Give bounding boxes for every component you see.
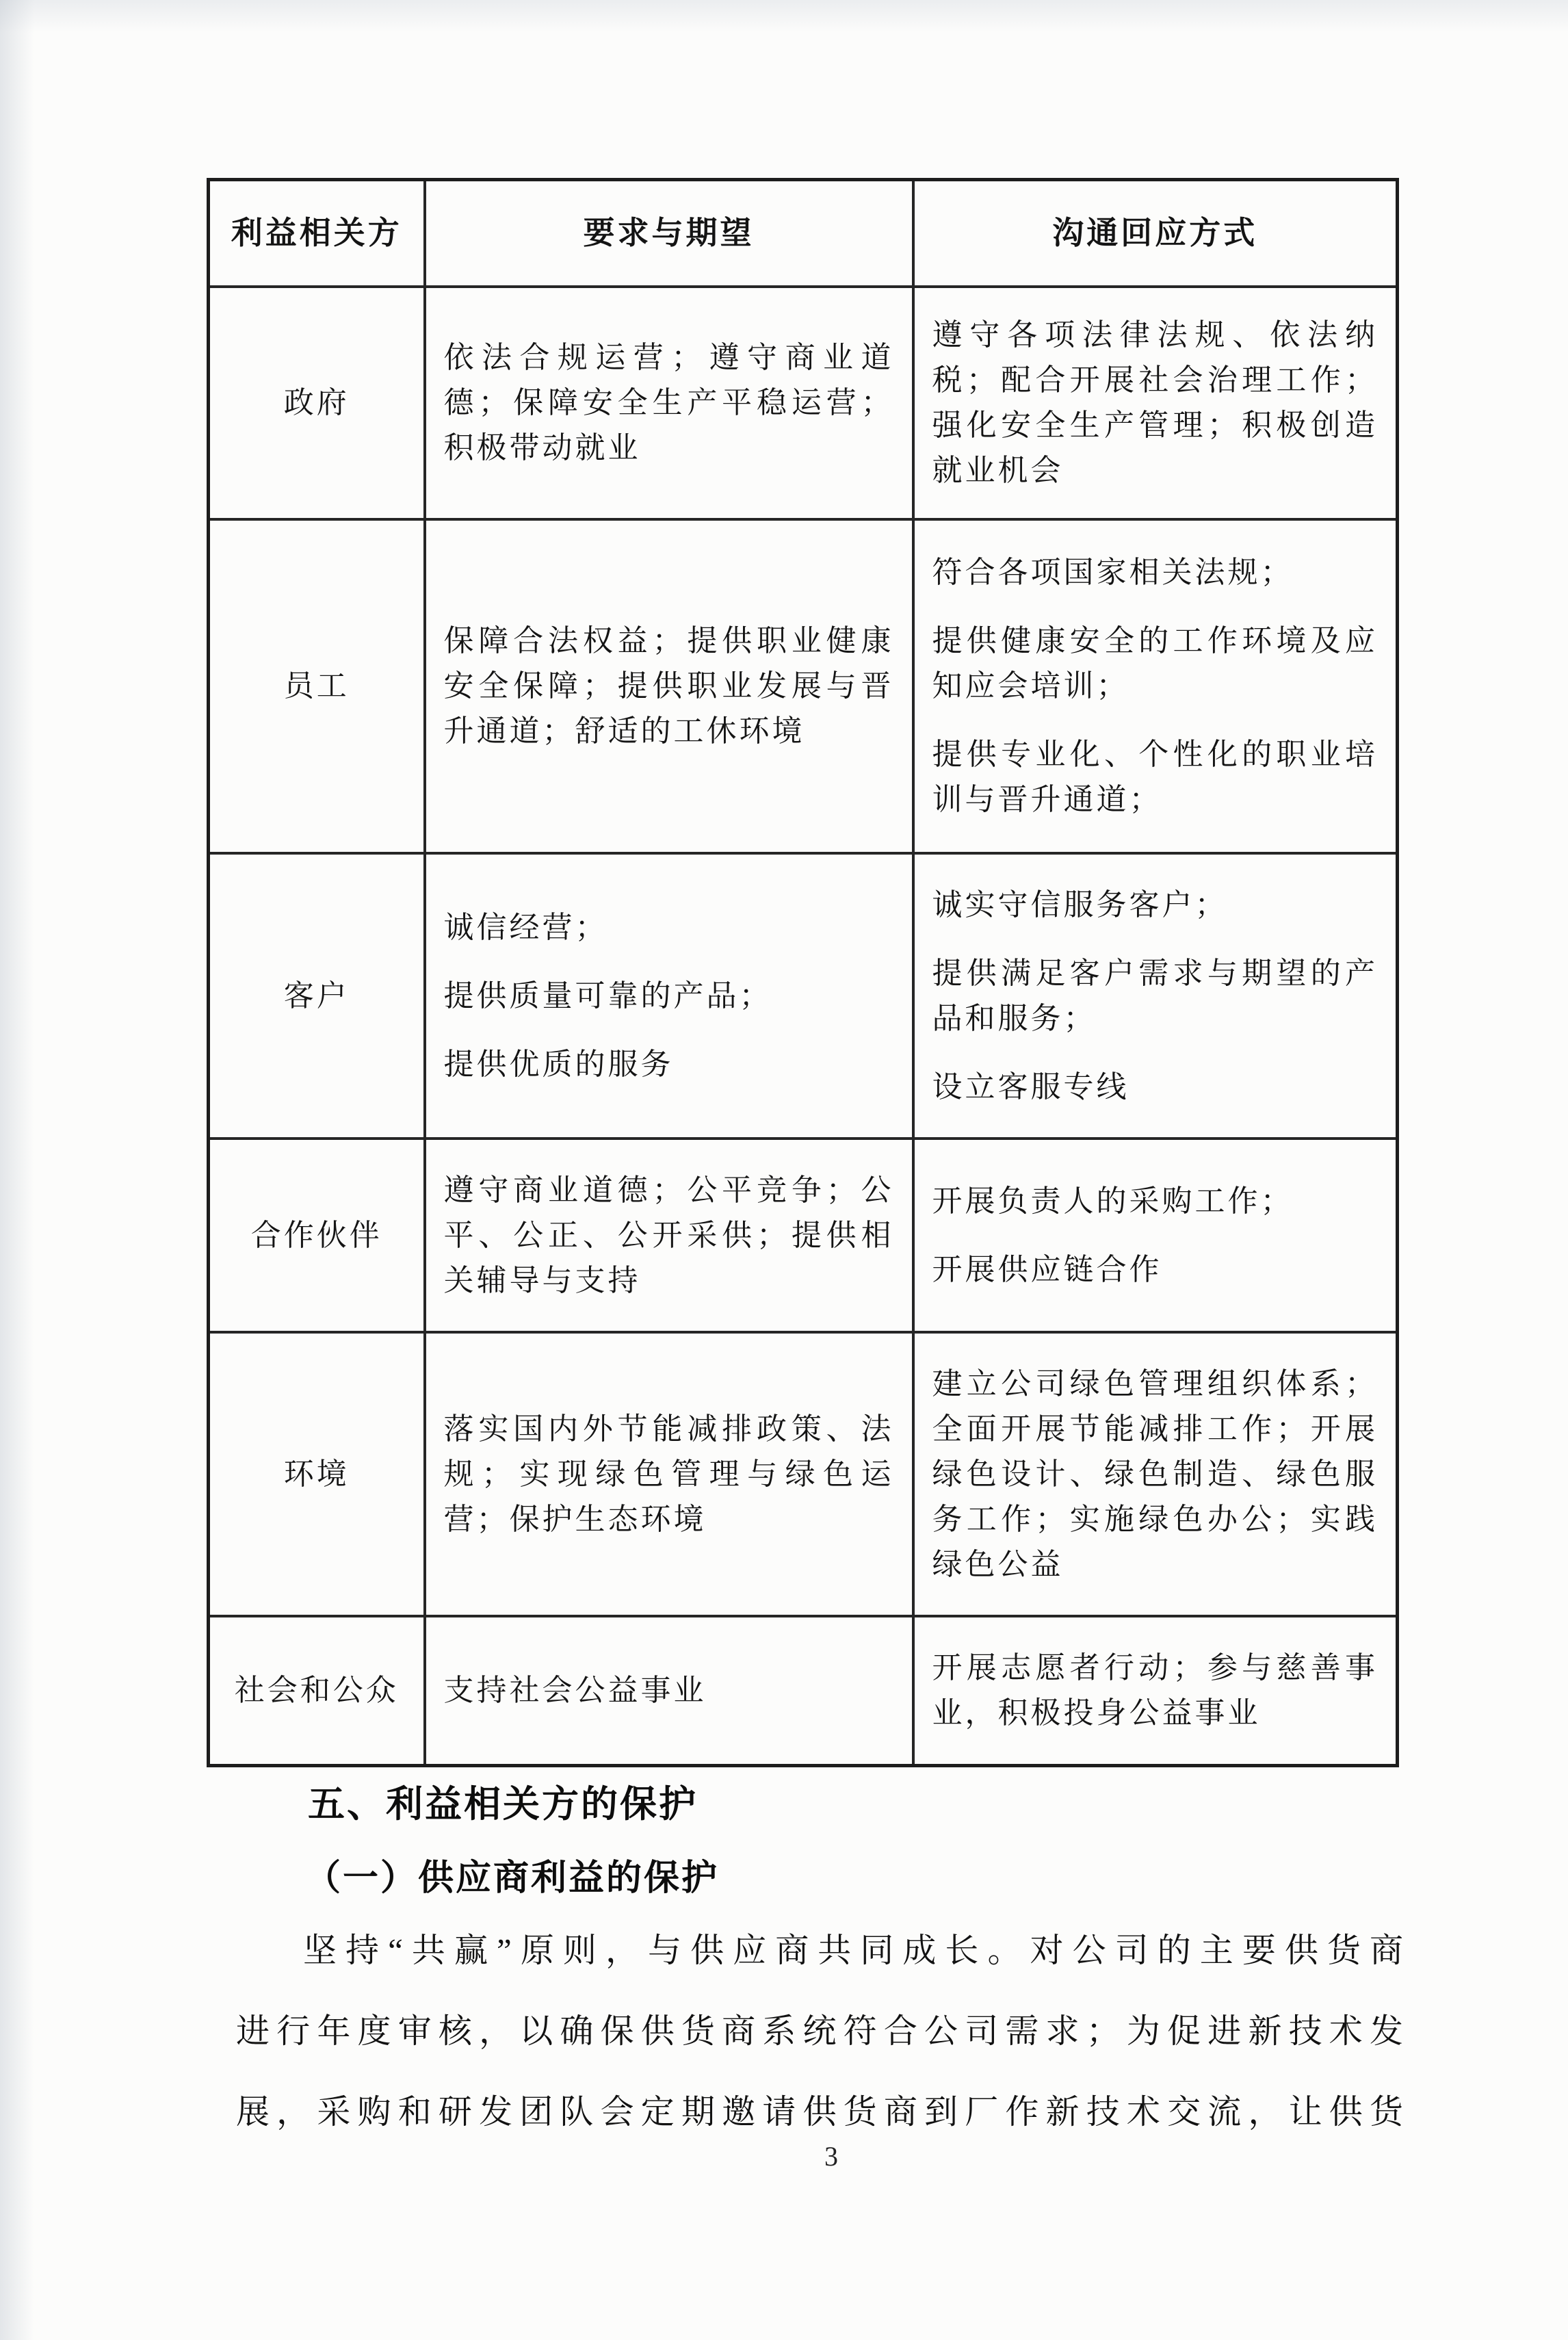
- cell-paragraph: 符合各项国家相关法规；: [932, 556, 1294, 589]
- paragraph-line: 进行年度审核，以确保供货商系统符合公司需求；为促进新技术发: [236, 2012, 1403, 2050]
- table-row-employees: [209, 519, 1398, 853]
- expectations-cell: [425, 1616, 913, 1765]
- cell-paragraph: 支持社会公益事业: [443, 1673, 707, 1707]
- cell-paragraph: 建立公司绿色管理组织体系；全面开展节能减排工作；开展绿色设计、绿色制造、绿色服务工作；实施绿色办公；实践绿色公益: [932, 1366, 1378, 1581]
- cell-paragraph: 保障合法权益；提供职业健康安全保障；提供职业发展与晋升通道；舒适的工休环境: [443, 624, 894, 748]
- paragraph-line: 坚持“共赢”原则，与供应商共同成长。对公司的主要供货商: [303, 1932, 1403, 1969]
- response-cell: [913, 287, 1398, 519]
- stakeholder-cell: 合作伙伴: [209, 1139, 425, 1332]
- table-row-partners: [209, 1139, 1398, 1332]
- paragraph-line: 展，采购和研发团队会定期邀请供货商到厂作新技术交流，让供货: [236, 2093, 1403, 2131]
- cell-paragraph: 提供满足客户需求与期望的产品和服务；: [932, 956, 1378, 1035]
- expectations-cell: [425, 519, 913, 853]
- cell-paragraph: 诚实守信服务客户；: [932, 887, 1228, 922]
- cell-paragraph: 诚信经营；: [443, 910, 608, 944]
- stakeholder-cell: 政府: [209, 287, 425, 519]
- stakeholder-cell: 环境: [209, 1332, 425, 1616]
- expectations-cell: [425, 853, 913, 1139]
- response-cell: [913, 1616, 1398, 1765]
- cell-paragraph: 遵守商业道德；公平竞争；公平、公正、公开采供；提供相关辅导与支持: [443, 1173, 894, 1297]
- response-cell: [913, 1139, 1398, 1332]
- header-cell-response: 沟通回应方式: [913, 180, 1398, 287]
- table-row-society-public: [209, 1616, 1398, 1765]
- cell-paragraph: 提供健康安全的工作环境及应知应会培训；: [932, 624, 1378, 703]
- expectations-cell: [425, 287, 913, 519]
- cell-paragraph: 提供专业化、个性化的职业培训与晋升通道；: [932, 738, 1378, 816]
- expectations-cell: [425, 1332, 913, 1616]
- cell-paragraph: 开展负责人的采购工作；: [932, 1184, 1294, 1218]
- cell-paragraph: 提供优质的服务: [443, 1047, 674, 1081]
- table-row-environment: [209, 1332, 1398, 1616]
- stakeholder-cell: 客户: [209, 853, 425, 1139]
- cell-paragraph: 设立客服专线: [932, 1069, 1129, 1104]
- cell-paragraph: 开展志愿者行动；参与慈善事业，积极投身公益事业: [932, 1650, 1378, 1730]
- response-cell: [913, 853, 1398, 1139]
- table-header-row: [209, 180, 1398, 287]
- response-cell: [913, 519, 1398, 853]
- page-number: 3: [824, 2141, 838, 2172]
- section-heading: 五、利益相关方的保护: [308, 1784, 698, 1825]
- response-cell: [913, 1332, 1398, 1616]
- table-row-customers: [209, 853, 1398, 1139]
- table-row-government: [209, 287, 1398, 519]
- header-cell-stakeholder: 利益相关方: [209, 180, 425, 287]
- cell-paragraph: 开展供应链合作: [932, 1252, 1162, 1286]
- stakeholder-table: [207, 178, 1399, 1767]
- expectations-cell: [425, 1139, 913, 1332]
- cell-paragraph: 遵守各项法律法规、依法纳税；配合开展社会治理工作；强化安全生产管理；积极创造就业机会: [932, 318, 1378, 487]
- cell-paragraph: 落实国内外节能减排政策、法规；实现绿色管理与绿色运营；保护生态环境: [443, 1412, 894, 1536]
- stakeholder-cell: 员工: [209, 519, 425, 853]
- cell-paragraph: 依法合规运营；遵守商业道德；保障安全生产平稳运营；积极带动就业: [443, 341, 894, 465]
- stakeholder-cell: 社会和公众: [209, 1616, 425, 1765]
- body-paragraph: [236, 1924, 1403, 2166]
- header-cell-expectations: 要求与期望: [425, 180, 913, 287]
- section-subheading: （一）供应商利益的保护: [305, 1858, 720, 1898]
- cell-paragraph: 提供质量可靠的产品；: [443, 978, 772, 1013]
